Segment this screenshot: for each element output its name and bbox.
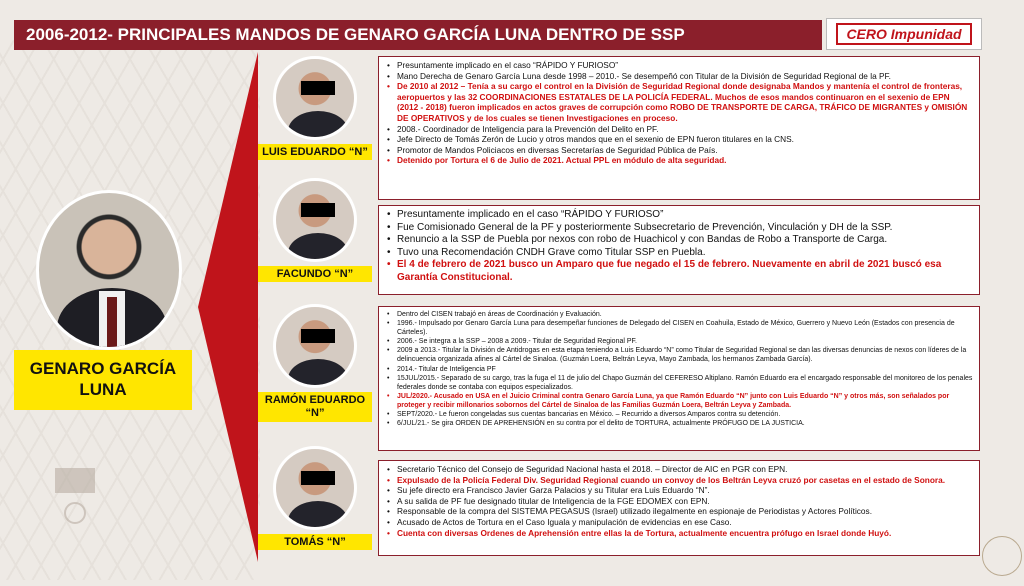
badge-text: CERO Impunidad [836,23,971,45]
info-item: • Jefe Directo de Tomás Zerón de Lucio y otros mandos que en el sexenio de EPN fueron titulares en la CNS. [385,134,973,145]
info-item: • Fue Comisionado General de la PF y posteriormente Subsecretario de Prevención, Vinculación y DH de la SSP. [385,222,973,235]
person-card-facundo [258,178,372,282]
info-item: • Responsable de la compra del SISTEMA PEGASUS (Israel) utilizado ilegalmente en espionaje de Periodistas y Actores Políticos. [385,506,973,517]
info-item: • JUL/2020.- Acusado en USA en el Juicio Criminal contra Genaro García Luna, ya que Ramón Eduardo “N” junto con Luis Eduardo “N” y otros más, son señalados por proteger y recibir millonarios sobornos del Cártel de Sinaloa de las Familias Guzmán Loera, Beltrán Leyva y Zambada. [385,392,973,410]
info-item: • 2008.- Coordinador de Inteligencia para la Prevención del Delito en PF. [385,124,973,135]
info-list [379,461,979,541]
info-item: • Mano Derecha de Genaro García Luna desde 1998 – 2010.- Se desempeñó con Titular de la División de Seguridad Regional de la PF. [385,71,973,82]
info-item: • Su jefe directo era Francisco Javier Garza Palacios y su Titular era Luis Eduardo “N”. [385,485,973,496]
info-item: • 2006.- Se integra a la SSP – 2008 a 2009.- Titular de Seguridad Regional PF. [385,337,973,346]
info-item: • Detenido por Tortura el 6 de Julio de 2021. Actual PPL en módulo de alta seguridad. [385,155,973,166]
person-photo [273,446,357,530]
info-item: • 2009 a 2013.- Titular la División de Antidrogas en esta etapa teniendo a Luis Eduardo “N” como Titular de Seguridad Regional se dan las diversas denuncias de nexos con líderes de la delincuencia organizada afines al Cártel de Sinaloa. (Guzmán Loera, Beltrán Leyva, Mayo Zambada, los hermanos Zambada García). [385,346,973,364]
info-item: • Dentro del CISEN trabajó en áreas de Coordinación y Evaluación. [385,310,973,319]
branch-arrow [198,52,258,562]
info-item: • Expulsado de la Policía Federal Div. Seguridad Regional cuando un convoy de los Beltrán Leyva cruzó por casetas en el estado de Sonora. [385,475,973,486]
info-item: • Promotor de Mandos Policiacos en diversas Secretarías de Seguridad Pública de País. [385,145,973,156]
slide-title: 2006-2012- PRINCIPALES MANDOS DE GENARO GARCÍA LUNA DENTRO DE SSP [14,20,822,50]
info-item: • Presuntamente implicado en el caso “RÁPIDO Y FURIOSO” [385,209,973,222]
info-item: • Acusado de Actos de Tortura en el Caso Iguala y manipulación de evidencias en ese Caso. [385,517,973,528]
info-item: • 2014.- Titular de Inteligencia PF [385,365,973,374]
info-item: • Secretario Técnico del Consejo de Seguridad Nacional hasta el 2018. – Director de AIC en PGR con EPN. [385,464,973,475]
person-name: RAMÓN EDUARDO “N” [258,392,372,422]
info-item: • El 4 de febrero de 2021 busco un Amparo que fue negado el 15 de febrero. Nuevamente en abril de 2021 buscó esa Garantía Constitucional. [385,259,973,284]
person-card-luis-eduardo [258,56,372,160]
main-person-name: GENARO GARCÍA LUNA [14,350,192,410]
person-name: FACUNDO “N” [258,266,372,282]
person-photo [273,56,357,140]
person-photo [273,304,357,388]
info-item: • 1996.- Impulsado por Genaro García Luna para desempeñar funciones de Delegado del CISEN en Coahuila, Estado de México, Guerrero y Nuevo León (Estados con presencia de Cárteles). [385,319,973,337]
info-list [379,206,979,287]
person-name: TOMÁS “N” [258,534,372,550]
info-panel-tomas [378,460,980,556]
info-item: • 6/JUL/21.- Se gira ORDEN DE APREHENSIÓN en su contra por el delito de TORTURA, actualmente PRÓFUGO DE LA JUSTICIA. [385,419,973,428]
info-item: • Cuenta con diversas Ordenes de Aprehensión entre ellas la de Tortura, actualmente encuentra prófugo en Israel donde Huyó. [385,528,973,539]
person-card-tomas [258,446,372,550]
person-name: LUIS EDUARDO “N” [258,144,372,160]
info-list [379,307,979,431]
seal-logo [982,536,1022,576]
info-panel-ramon-eduardo [378,306,980,451]
info-panel-facundo [378,205,980,295]
person-card-ramon-eduardo [258,304,372,422]
person-photo [273,178,357,262]
info-item: • De 2010 al 2012 – Tenía a su cargo el control en la División de Seguridad Regional donde designaba Mandos y mantenía el control de fronteras, aeropuertos y las 32 COORDINACIONES ESTATALES DE LA POLICÍA FEDERAL. Muchos de esos mandos continuaron en el sexenio de EPN (2012 - 2018) fueron implicados en actos graves de corrupción como ROBO DE TRANSPORTE DE CARGA, TRÁFICO DE MIGRANTES y OMISIÓN DE OPERATIVOS y de los cuales se tienen Investigaciones en proceso. [385,81,973,123]
main-portrait [36,190,182,350]
info-panel-luis-eduardo [378,56,980,200]
info-item: • A su salida de PF fue designado titular de Inteligencia de la FGE EDOMEX con EPN. [385,496,973,507]
info-item: • 15JUL/2015.- Separado de su cargo, tras la fuga el 11 de julio del Chapo Guzmán del CEFERESO Altiplano. Ramón Eduardo era el encargado responsable del monitoreo de los penales federales donde se contaba con equipos especializados. [385,374,973,392]
info-item: • Renuncio a la SSP de Puebla por nexos con robo de Huachicol y con Bandas de Robo a Transporte de Carga. [385,234,973,247]
government-logo [40,458,110,538]
info-list [379,57,979,169]
info-item: • SEPT/2020.- Le fueron congeladas sus cuentas bancarias en México. – Recurrido a diversos Amparos contra su detención. [385,410,973,419]
cero-impunidad-badge [826,18,982,50]
info-item: • Presuntamente implicado en el caso “RÁPIDO Y FURIOSO” [385,60,973,71]
info-item: • Tuvo una Recomendación CNDH Grave como Titular SSP en Puebla. [385,247,973,260]
